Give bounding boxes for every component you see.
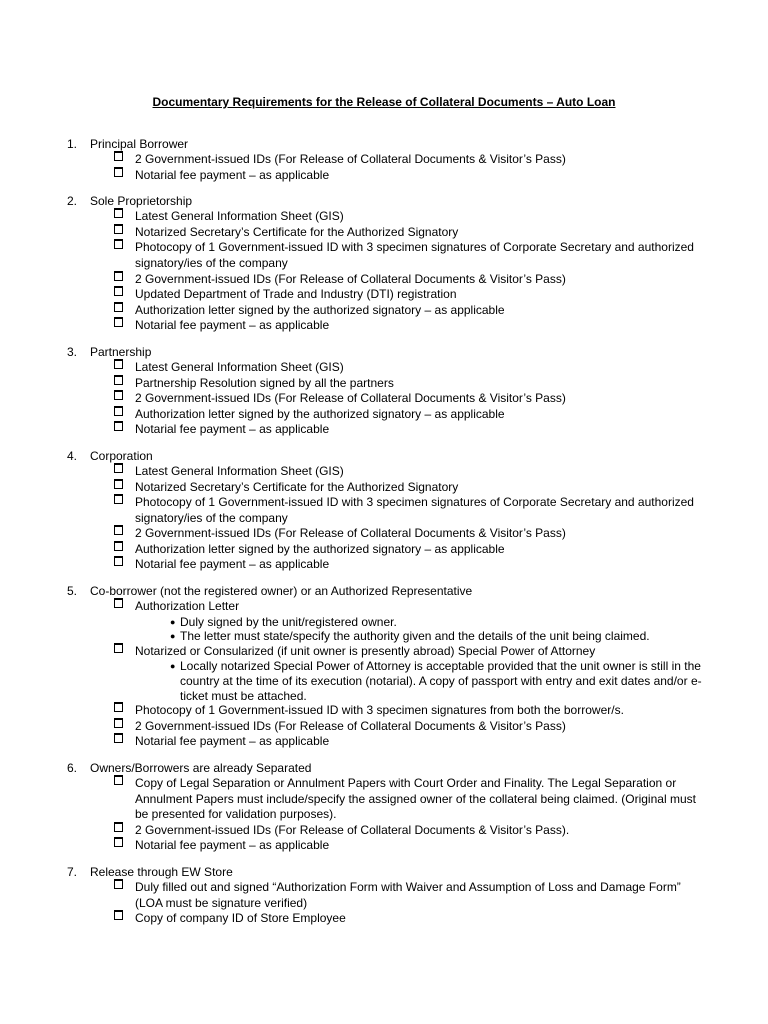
checklist-item [67,152,707,168]
checklist-item-text: 2 Government-issued IDs (For Release of Collateral Documents & Visitor’s Pass) [135,526,566,541]
checkbox-icon [114,359,123,369]
checkbox-icon [114,286,123,296]
requirements-list [67,136,707,937]
requirement-section [67,136,707,183]
checklist-item [67,719,707,735]
bullet-icon: ● [170,616,176,627]
checklist-item [67,287,707,303]
checkbox-icon [114,910,123,920]
section-heading [67,864,707,880]
checklist-item-text: Duly filled out and signed “Authorization Form with Waiver and Assumption of Loss and Damage Form” (LOA must be signature verified) [135,879,681,910]
section-heading-text: Sole Proprietorship [90,194,193,209]
checklist-item [67,209,707,225]
requirement-section [67,344,707,438]
checkbox-icon [114,494,123,504]
checklist-item [67,526,707,542]
checklist-item-text: Notarized Secretary’s Certificate for the Authorized Signatory [135,479,459,494]
checkbox-icon [114,733,123,743]
sub-bullet-item [67,659,707,703]
section-heading [67,193,707,209]
sub-bullet-text: Duly signed by the unit/registered owner. [180,614,397,629]
checkbox-icon [114,271,123,281]
checklist-item-text: Updated Department of Trade and Industry (DTI) registration [135,287,457,302]
section-number: 4. [67,448,78,463]
checkbox-icon [114,375,123,385]
section-heading [67,344,707,360]
checkbox-icon [114,702,123,712]
document-title: Documentary Requirements for the Release of Collateral Documents – Auto Loan [152,95,616,109]
requirement-section [67,583,707,750]
checklist-item-text: Photocopy of 1 Government-issued ID with 3 specimen signatures of Corporate Secretary and authorized signatory/ies of the company [135,495,694,525]
checklist-item [67,599,707,615]
checklist-item-text: 2 Government-issued IDs (For Release of Collateral Documents & Visitor’s Pass) [135,152,566,166]
checkbox-icon [114,239,123,249]
checklist-item [67,776,707,823]
checklist-item [67,911,707,927]
checklist-item-text: 2 Government-issued IDs (For Release of Collateral Documents & Visitor’s Pass) [135,271,566,286]
checkbox-icon [114,224,123,234]
checklist-item-text: Partnership Resolution signed by all the partners [135,375,394,390]
section-heading [67,583,707,599]
section-heading-text: Principal Borrower [90,137,189,151]
requirement-section [67,864,707,927]
checkbox-icon [114,837,123,847]
checklist-item [67,376,707,392]
requirement-section [67,760,707,854]
sub-bullet-list [67,615,707,644]
checkbox-icon [114,598,123,608]
section-heading-text: Owners/Borrowers are already Separated [90,761,312,775]
checkbox-icon [114,556,123,566]
checklist-item-text: Latest General Information Sheet (GIS) [135,359,344,374]
section-number: 3. [67,344,78,359]
checkbox-icon [114,317,123,327]
requirement-section [67,193,707,334]
checkbox-icon [114,525,123,535]
checklist-item [67,480,707,496]
section-heading [67,760,707,776]
checklist-item [67,391,707,407]
checklist-item-text: Notarial fee payment – as applicable [135,734,330,749]
checklist-item [67,734,707,750]
checklist-item-text: Authorization letter signed by the authorized signatory – as applicable [135,302,505,317]
sub-bullet-list [67,659,707,703]
checklist-item [67,318,707,334]
requirement-section [67,448,707,573]
checklist-item-text: Notarized Secretary’s Certificate for the Authorized Signatory [135,224,459,239]
checkbox-icon [114,208,123,218]
section-heading-text: Partnership [90,344,152,359]
bullet-icon: ● [170,661,176,672]
checkbox-icon [114,302,123,312]
checklist-item [67,225,707,241]
checklist-item-text: Notarial fee payment – as applicable [135,318,330,333]
sub-bullet-text: The letter must state/specify the authority given and the details of the unit being claimed. [180,629,650,644]
checkbox-icon [114,406,123,416]
section-number: 1. [67,137,78,151]
checklist-item [67,703,707,719]
checklist-item-text: Photocopy of 1 Government-issued ID with 3 specimen signatures of Corporate Secretary and authorized signatory/ies of the company [135,240,694,270]
sub-bullet-item [67,629,707,644]
checklist-item-text: Copy of Legal Separation or Annulment Papers with Court Order and Finality. The Legal Separation or Annulment Papers must include/specify the assigned owner of the collateral being claimed. (Original must be presented for validation purposes). [135,776,696,822]
section-heading-text: Co-borrower (not the registered owner) or an Authorized Representative [90,584,473,599]
checklist-item [67,823,707,839]
checklist-item-text: Authorization Letter [135,599,240,614]
checklist-item-text: Latest General Information Sheet (GIS) [135,209,344,224]
sub-bullet-text: Locally notarized Special Power of Attorney is acceptable provided that the unit owner is still in the country at the time of its execution (notarial). A copy of passport with entry and exit dates and/or e-ticket must be attached. [180,659,702,703]
checklist-item [67,168,707,184]
checkbox-icon [114,167,123,177]
checklist-item-text: Photocopy of 1 Government-issued ID with 3 specimen signatures from both the borrower/s. [135,703,624,718]
section-number: 2. [67,194,78,209]
checklist-item [67,542,707,558]
section-heading-text: Release through EW Store [90,864,233,879]
checklist-item [67,360,707,376]
checklist-item-text: Notarial fee payment – as applicable [135,557,330,572]
checklist-item-text: Latest General Information Sheet (GIS) [135,463,344,478]
checkbox-icon [114,151,123,161]
checklist-item-text: 2 Government-issued IDs (For Release of Collateral Documents & Visitor’s Pass) [135,718,566,733]
sub-bullet-item [67,615,707,630]
checklist-item-text: Notarial fee payment – as applicable [135,422,330,437]
section-heading [67,136,707,152]
checklist-item [67,880,707,911]
checkbox-icon [114,718,123,728]
checklist-item [67,838,707,854]
section-number: 6. [67,761,78,775]
checklist-item-text: Notarized or Consularized (if unit owner is presently abroad) Special Power of Attorney [135,643,596,658]
checklist-item [67,464,707,480]
checkbox-icon [114,390,123,400]
checklist-item-text: Authorization letter signed by the authorized signatory – as applicable [135,406,505,421]
checkbox-icon [114,643,123,653]
checklist-item [67,495,707,526]
checklist-item [67,272,707,288]
checkbox-icon [114,822,123,832]
checkbox-icon [114,775,123,785]
checklist-item [67,407,707,423]
checkbox-icon [114,463,123,473]
checkbox-icon [114,541,123,551]
checklist-item [67,422,707,438]
checklist-item [67,644,707,660]
section-heading [67,448,707,464]
checkbox-icon [114,479,123,489]
bullet-icon: ● [170,631,176,642]
checklist-item-text: Notarial fee payment – as applicable [135,838,330,853]
checkbox-icon [114,879,123,889]
section-number: 7. [67,864,78,879]
checklist-item [67,557,707,573]
section-number: 5. [67,584,78,599]
section-heading-text: Corporation [90,448,153,463]
checklist-item [67,240,707,271]
checklist-item-text: Authorization letter signed by the authorized signatory – as applicable [135,541,505,556]
checklist-item-text: Copy of company ID of Store Employee [135,911,346,926]
checklist-item-text: Notarial fee payment – as applicable [135,167,330,182]
checkbox-icon [114,421,123,431]
checklist-item-text: 2 Government-issued IDs (For Release of Collateral Documents & Visitor’s Pass) [135,391,566,406]
checklist-item [67,303,707,319]
checklist-item-text: 2 Government-issued IDs (For Release of Collateral Documents & Visitor’s Pass). [135,822,570,837]
